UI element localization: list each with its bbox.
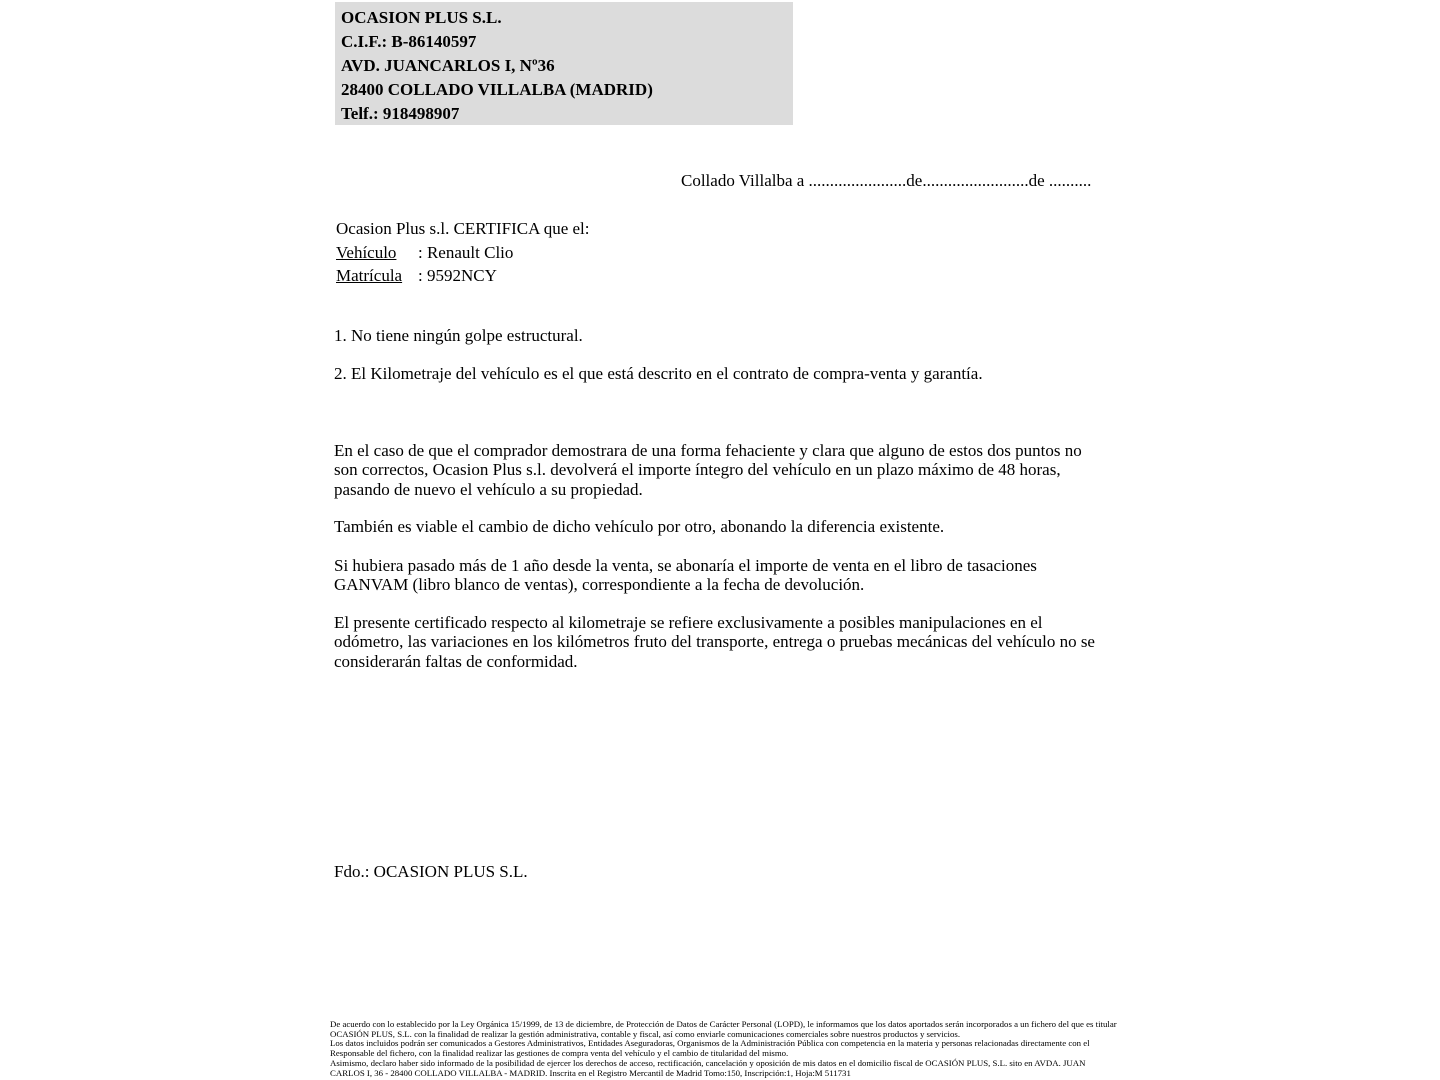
plate-value: : 9592NCY bbox=[418, 266, 497, 285]
footer-line: CARLOS I, 36 - 28400 COLLADO VILLALBA - MADRID. Inscrita en el Registro Mercantil de Madrid Tomo:150, Inscripción:1, Hoja:M 511731 bbox=[330, 1067, 851, 1078]
certify-intro: Ocasion Plus s.l. CERTIFICA que el: bbox=[336, 219, 590, 238]
point-1: 1. No tiene ningún golpe estructural. bbox=[334, 326, 583, 345]
vehicle-value: : Renault Clio bbox=[418, 242, 514, 262]
paragraph-exchange: También es viable el cambio de dicho vehículo por otro, abonando la diferencia existente. bbox=[334, 517, 945, 536]
company-header-box bbox=[335, 2, 793, 125]
signature-line: Fdo.: OCASION PLUS S.L. bbox=[334, 862, 528, 881]
paragraph-odometer: El presente certificado respecto al kilometraje se refiere exclusivamente a posibles manipulaciones en el odómetro, las variaciones en los kilómetros fruto del transporte, entrega o pruebas mecánicas del vehículo no se considerarán faltas de conformidad. bbox=[334, 613, 1095, 671]
paragraph-refund: En el caso de que el comprador demostrara de una forma fehaciente y clara que alguno de estos dos puntos no son correctos, Ocasion Plus s.l. devolverá el importe íntegro del vehículo en un plazo máximo de 48 horas, pasando de nuevo el vehículo a su propiedad. bbox=[334, 441, 1082, 499]
vehicle-label: Vehículo bbox=[336, 242, 397, 262]
paragraph-ganvam: Si hubiera pasado más de 1 año desde la venta, se abonaría el importe de venta en el libro de tasaciones GANVAM (libro blanco de ventas), correspondiente a la fecha de devolución. bbox=[334, 556, 1037, 595]
footer-line: Los datos incluidos podrán ser comunicados a Gestores Administrativos, Entidades Aseguradoras, Organismos de la Administración Pública con competencia en la materia y personas relacionadas directamente con el bbox=[330, 1038, 1090, 1049]
certificate-block bbox=[336, 217, 590, 288]
legal-footer bbox=[330, 1020, 1120, 1078]
company-city: 28400 COLLADO VILLALBA (MADRID) bbox=[341, 80, 653, 99]
company-cif: C.I.F.: B-86140597 bbox=[341, 32, 477, 51]
footer-line: Asimismo, declaro haber sido informado de la posibilidad de ejercer los derechos de acceso, rectificación, cancelación y oposición de mis datos en el domicilio fiscal de OCASIÓN PLUS, S.L. sito en AVDA. JUAN bbox=[330, 1057, 1086, 1068]
footer-line: OCASIÓN PLUS, S.L. con la finalidad de realizar la gestión administrativa, contable y fiscal, así como enviarle comunicaciones comerciales sobre nuestros productos y servicios. bbox=[330, 1028, 961, 1039]
plate-row bbox=[336, 264, 590, 288]
date-line: Collado Villalba a .......................de.........................de .......... bbox=[681, 171, 1092, 190]
company-address: AVD. JUANCARLOS I, Nº36 bbox=[341, 56, 555, 75]
company-name: OCASION PLUS S.L. bbox=[341, 8, 502, 27]
company-phone: Telf.: 918498907 bbox=[341, 104, 460, 123]
plate-label: Matrícula bbox=[336, 266, 403, 285]
vehicle-row bbox=[336, 241, 590, 265]
footer-line: De acuerdo con lo establecido por la Ley Orgánica 15/1999, de 13 de diciembre, de Protección de Datos de Carácter Personal (LOPD), le informamos que los datos aportados serán incorporados a un fichero del que es titular bbox=[330, 1019, 1117, 1029]
footer-line: Responsable del fichero, con la finalidad realizar las gestiones de compra venta del vehículo y el cambio de titularidad del mismo. bbox=[330, 1048, 789, 1059]
point-2: 2. El Kilometraje del vehículo es el que está descrito en el contrato de compra-venta y garantía. bbox=[334, 364, 983, 383]
